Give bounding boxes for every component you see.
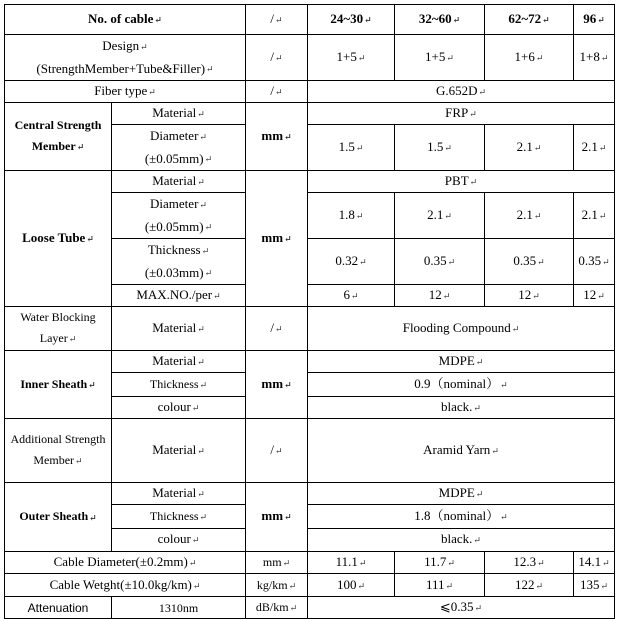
water-blocking-label: Water Blocking Layer↵ (5, 307, 112, 351)
csm-label: Central Strength Member↵ (5, 103, 112, 171)
os-material-label: Material↵ (112, 482, 246, 504)
lt-diameter-3: 2.1↵ (485, 193, 574, 239)
csm-diameter-3: 2.1↵ (485, 125, 574, 171)
os-unit: mm↵ (246, 482, 308, 551)
additional-strength-material-label: Material↵ (112, 418, 246, 482)
lt-diameter-1: 1.8↵ (308, 193, 395, 239)
cable-weight-unit: kg/km↵ (246, 574, 308, 597)
os-thickness-label: Thickness↵ (112, 504, 246, 528)
additional-strength-label: Additional Strength Member↵ (5, 418, 112, 482)
design-unit: /↵ (246, 35, 308, 81)
is-colour-label: colour↵ (112, 396, 246, 418)
lt-material-row (5, 171, 615, 193)
lt-maxno-4: 12↵ (574, 285, 615, 307)
csm-diameter-2: 1.5↵ (395, 125, 485, 171)
is-material-value: MDPE↵ (308, 350, 615, 372)
attenuation-unit: dB/km↵ (246, 597, 308, 619)
design-value-1: 1+5↵ (308, 35, 395, 81)
lt-diameter-label: Diameter↵ (±0.05mm)↵ (112, 193, 246, 239)
lt-label: Loose Tube↵ (5, 171, 112, 307)
os-thickness-value: 1.8（nominal）↵ (308, 504, 615, 528)
csm-diameter-1: 1.5↵ (308, 125, 395, 171)
attenuation-label: Attenuation (5, 597, 112, 619)
lt-maxno-2: 12↵ (395, 285, 485, 307)
lt-thickness-1: 0.32↵ (308, 239, 395, 285)
lt-unit: mm↵ (246, 171, 308, 307)
is-thickness-label: Thickness↵ (112, 372, 246, 396)
cable-diameter-unit: mm↵ (246, 551, 308, 573)
cable-weight-3: 122↵ (485, 574, 574, 597)
csm-diameter-4: 2.1↵ (574, 125, 615, 171)
design-value-3: 1+6↵ (485, 35, 574, 81)
lt-maxno-label: MAX.NO./per↵ (112, 285, 246, 307)
is-unit: mm↵ (246, 350, 308, 418)
design-value-4: 1+8↵ (574, 35, 615, 81)
count-96: 96↵ (574, 5, 615, 35)
design-label: Design↵ (StrengthMember+Tube&Filler)↵ (5, 35, 246, 81)
fiber-type-row (5, 81, 615, 103)
csm-material-row (5, 103, 615, 125)
csm-material-label: Material↵ (112, 103, 246, 125)
fiber-type-value: G.652D↵ (308, 81, 615, 103)
design-value-2: 1+5↵ (395, 35, 485, 81)
cable-spec-table (4, 4, 615, 619)
design-row (5, 35, 615, 81)
water-blocking-row (5, 307, 615, 351)
cable-weight-2: 111↵ (395, 574, 485, 597)
additional-strength-value: Aramid Yarn↵ (308, 418, 615, 482)
is-material-label: Material↵ (112, 350, 246, 372)
os-material-row (5, 482, 615, 504)
lt-diameter-2: 2.1↵ (395, 193, 485, 239)
fiber-type-label: Fiber type↵ (5, 81, 246, 103)
water-blocking-value: Flooding Compound↵ (308, 307, 615, 351)
csm-unit: mm↵ (246, 103, 308, 171)
cable-diameter-2: 11.7↵ (395, 551, 485, 573)
os-colour-label: colour↵ (112, 528, 246, 551)
count-32-60: 32~60↵ (395, 5, 485, 35)
additional-strength-unit: /↵ (246, 418, 308, 482)
water-blocking-material-label: Material↵ (112, 307, 246, 351)
cable-diameter-row (5, 551, 615, 573)
cable-weight-1: 100↵ (308, 574, 395, 597)
is-thickness-value: 0.9（nominal）↵ (308, 372, 615, 396)
cable-diameter-4: 14.1↵ (574, 551, 615, 573)
attenuation-wavelength: 1310nm (112, 597, 246, 619)
attenuation-value: ⩽0.35↵ (308, 597, 615, 619)
lt-thickness-3: 0.35↵ (485, 239, 574, 285)
additional-strength-row (5, 418, 615, 482)
lt-maxno-3: 12↵ (485, 285, 574, 307)
os-material-value: MDPE↵ (308, 482, 615, 504)
is-label: Inner Sheath↵ (5, 350, 112, 418)
csm-diameter-label: Diameter↵ (±0.05mm)↵ (112, 125, 246, 171)
cable-diameter-3: 12.3↵ (485, 551, 574, 573)
cable-weight-row (5, 574, 615, 597)
count-24-30: 24~30↵ (308, 5, 395, 35)
csm-material-value: FRP↵ (308, 103, 615, 125)
lt-material-label: Material↵ (112, 171, 246, 193)
cable-weight-4: 135↵ (574, 574, 615, 597)
count-62-72: 62~72↵ (485, 5, 574, 35)
attenuation-row (5, 597, 615, 619)
os-colour-value: black.↵ (308, 528, 615, 551)
lt-thickness-label: Thickness↵ (±0.03mm)↵ (112, 239, 246, 285)
fiber-type-unit: /↵ (246, 81, 308, 103)
header-unit: /↵ (246, 5, 308, 35)
os-label: Outer Sheath↵ (5, 482, 112, 551)
is-material-row (5, 350, 615, 372)
lt-thickness-2: 0.35↵ (395, 239, 485, 285)
lt-thickness-4: 0.35↵ (574, 239, 615, 285)
is-colour-value: black.↵ (308, 396, 615, 418)
cable-weight-label: Cable Wetght(±10.0kg/km)↵ (5, 574, 246, 597)
lt-maxno-1: 6↵ (308, 285, 395, 307)
lt-diameter-4: 2.1↵ (574, 193, 615, 239)
lt-material-value: PBT↵ (308, 171, 615, 193)
cable-diameter-label: Cable Diameter(±0.2mm)↵ (5, 551, 246, 573)
no-of-cable-label: No. of cable↵ (5, 5, 246, 35)
cable-diameter-1: 11.1↵ (308, 551, 395, 573)
header-row (5, 5, 615, 35)
water-blocking-unit: /↵ (246, 307, 308, 351)
